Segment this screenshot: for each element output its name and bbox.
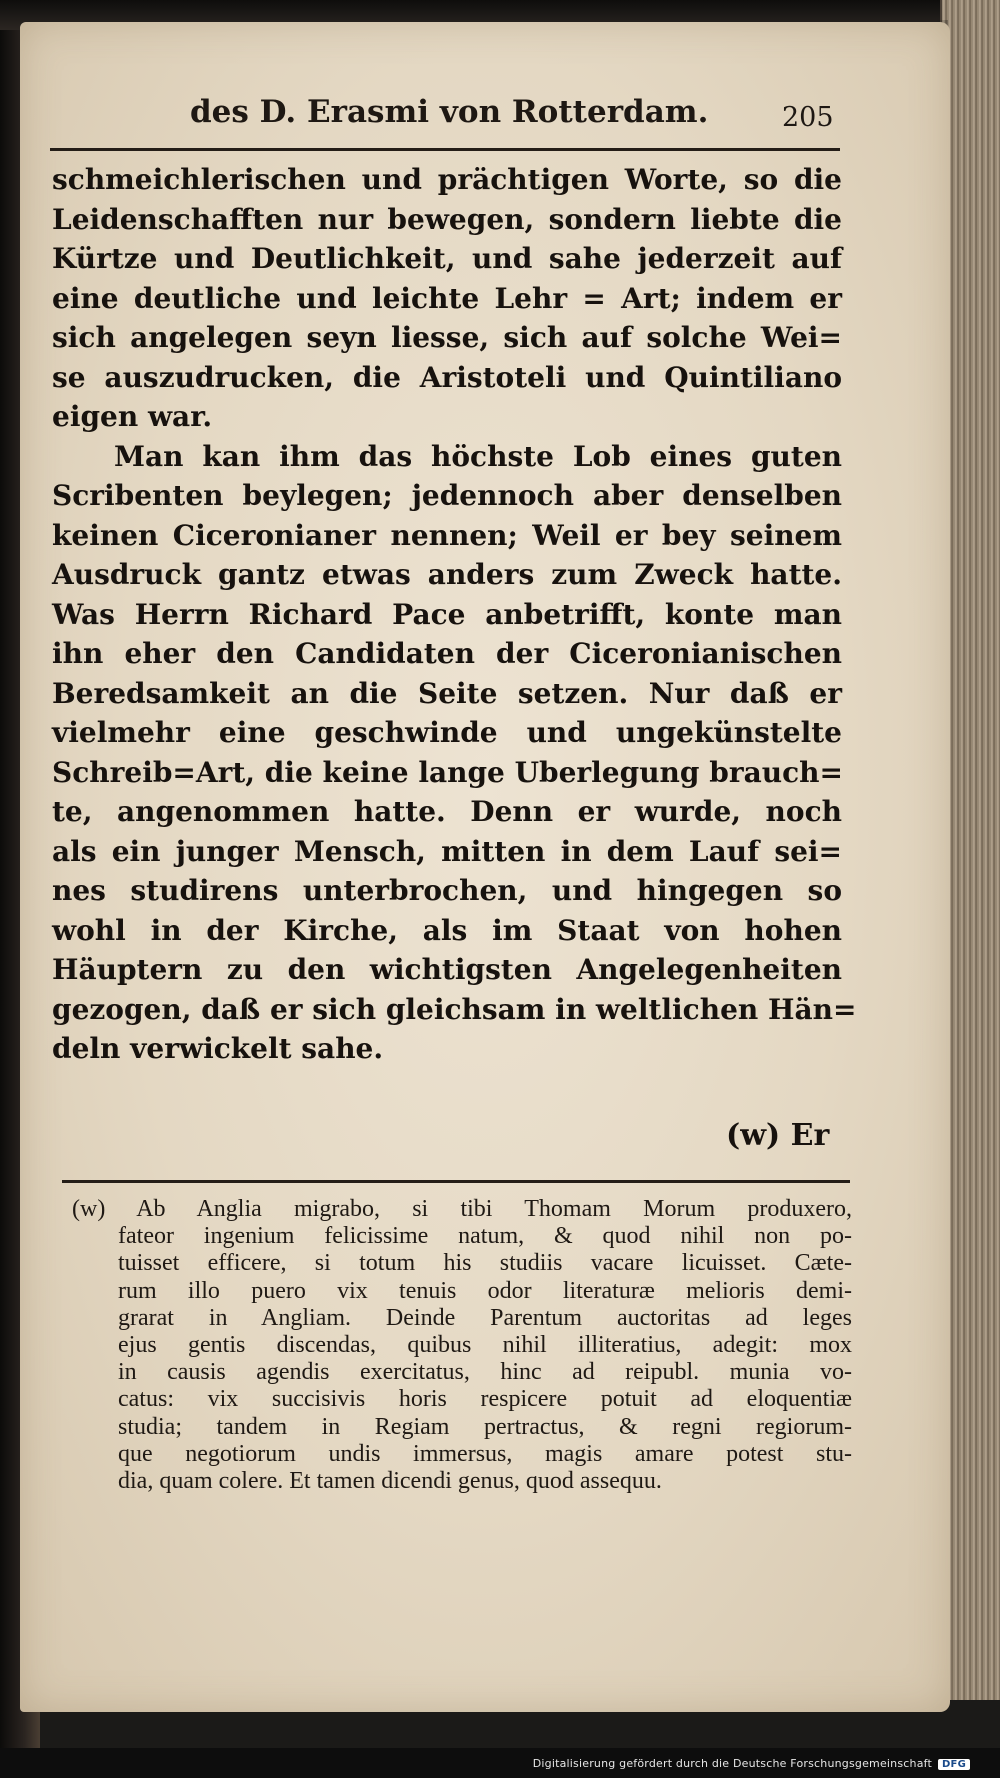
body-line: Schreib=Art, die keine lange Uberlegung brauch= <box>52 755 843 789</box>
footnote-line: in causis agendis exercitatus, hinc ad reipubl. munia vo- <box>118 1359 852 1386</box>
body-line: wohl in der Kirche, als im Staat von hohen <box>52 913 842 947</box>
footnote-line: tuisset efficere, si totum his studiis vacare licuisset. Cæte- <box>118 1250 852 1277</box>
footnote-line: dia, quam colere. Et tamen dicendi genus, quod assequu. <box>118 1467 662 1494</box>
running-head: des D. Erasmi von Rotterdam. <box>190 94 709 130</box>
footnote-rule <box>62 1180 850 1183</box>
body-line: Beredsamkeit an die Seite setzen. Nur daß er <box>52 676 842 710</box>
body-line: deln verwickelt sahe. <box>52 1032 384 1065</box>
body-line: Ausdruck gantz etwas anders zum Zweck hatte. <box>52 558 842 591</box>
body-line: eine deutliche und leichte Lehr = Art; indem er <box>52 281 842 315</box>
body-line: Man kan ihm das höchste Lob eines guten <box>114 439 842 473</box>
body-line: nes studirens unterbrochen, und hingegen so <box>52 874 842 907</box>
body-line: eigen war. <box>52 400 213 433</box>
footnote-line: fateor ingenium felicissime natum, & quod nihil non po- <box>118 1223 852 1250</box>
body-line: keinen Ciceronianer nennen; Weil er bey seinem <box>52 518 842 552</box>
body-line: te, angenommen hatte. Denn er wurde, noch <box>52 795 842 828</box>
footnote <box>72 1196 852 1495</box>
footnote-line: studia; tandem in Regiam pertractus, & regni regiorum- <box>118 1413 852 1440</box>
footnote-line: rum illo puero vix tenuis odor literaturæ melioris demi- <box>118 1277 852 1304</box>
body-line: sich angelegen seyn liesse, sich auf solche Wei= <box>52 321 842 354</box>
body-line: schmeichlerischen und prächtigen Worte, so die <box>52 163 842 196</box>
footer-bar <box>0 1748 1000 1778</box>
page-number: 205 <box>782 102 834 133</box>
body-line: vielmehr eine geschwinde und ungekünstelte <box>52 716 842 749</box>
body-line: se auszudrucken, die Aristoteli und Quintiliano <box>52 360 842 394</box>
catchword: (w) Er <box>726 1118 830 1153</box>
footnote-line: ejus gentis discendas, quibus nihil illiteratius, adegit: mox <box>118 1331 852 1358</box>
body-line: Leidenschafften nur bewegen, sondern liebte die <box>52 202 842 236</box>
footnote-line: grarat in Angliam. Deinde Parentum auctoritas ad leges <box>118 1304 852 1331</box>
body-line: Was Herrn Richard Pace anbetrifft, konte man <box>52 597 842 631</box>
digitization-credit <box>533 1757 970 1770</box>
footnote-line: que negotiorum undis immersus, magis amare potest stu- <box>118 1440 852 1467</box>
dfg-logo: DFG <box>938 1759 970 1770</box>
credit-text: Digitalisierung gefördert durch die Deutsche Forschungsgemeinschaft <box>532 1757 933 1770</box>
body-text <box>52 160 857 1069</box>
footnote-line: (w) Ab Anglia migrabo, si tibi Thomam Morum produxero, <box>72 1196 852 1222</box>
body-line: gezogen, daß er sich gleichsam in weltlichen Hän= <box>52 992 857 1026</box>
header-rule <box>50 148 840 151</box>
footnote-line: catus: vix succisivis horis respicere potuit ad eloquentiæ <box>118 1386 852 1413</box>
body-line: ihn eher den Candidaten der Ciceronianischen <box>52 637 842 670</box>
body-line: Scribenten beylegen; jedennoch aber denselben <box>52 479 842 512</box>
body-line: Kürtze und Deutlichkeit, und sahe jederzeit auf <box>52 242 842 275</box>
body-line: Häuptern zu den wichtigsten Angelegenheiten <box>52 953 842 986</box>
body-line: als ein junger Mensch, mitten in dem Lauf sei= <box>52 834 842 868</box>
